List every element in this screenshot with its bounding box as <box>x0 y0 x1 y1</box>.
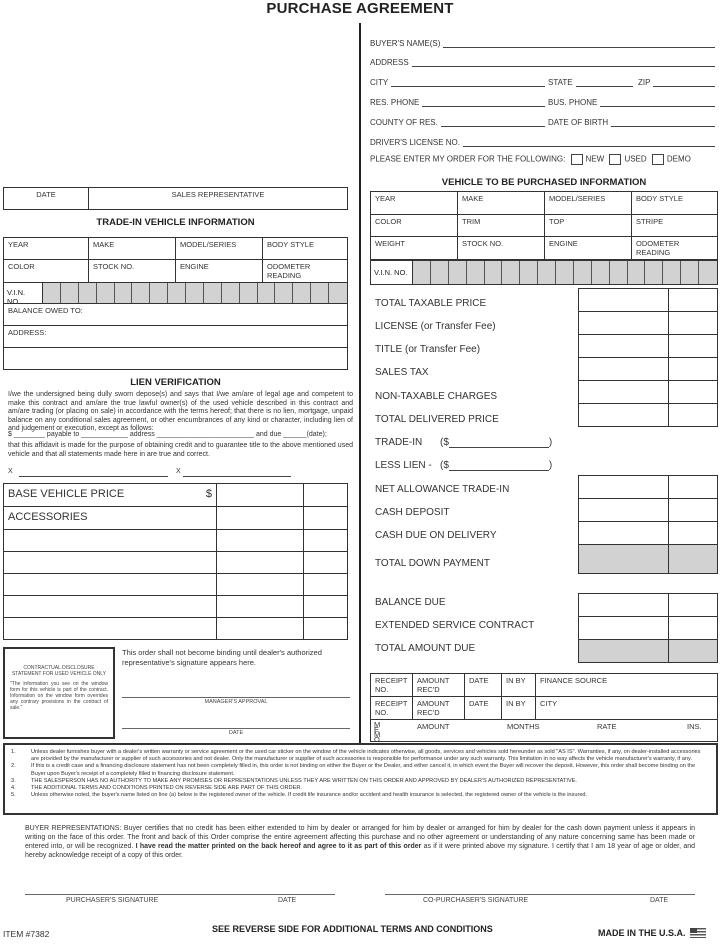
cents-cell[interactable] <box>304 530 348 552</box>
cents-cell[interactable] <box>669 522 718 545</box>
trade-model-cell[interactable]: MODEL/SERIES <box>176 238 263 260</box>
amount-cell[interactable] <box>217 507 304 530</box>
amount-cell[interactable] <box>579 335 669 358</box>
bus-phone-field[interactable]: BUS. PHONE <box>548 98 718 107</box>
cents-cell[interactable] <box>669 594 718 617</box>
term-item: 4. THE ADDITIONAL TERMS AND CONDITIONS PRINTED ON REVERSE SIDE ARE PART OF THIS ORDER. <box>11 785 302 792</box>
total-amount-due-label: TOTAL AMOUNT DUE <box>375 643 476 654</box>
cents-cell[interactable] <box>669 476 718 499</box>
trade-in-table <box>3 237 348 283</box>
lien-terms-line[interactable]: $ ________ payable to ____________ address _________________________ and due ______(date); <box>8 431 327 438</box>
trade-year-cell[interactable]: YEAR <box>4 238 89 260</box>
vehicle-color-cell[interactable]: COLOR <box>371 215 458 237</box>
co-purchaser-signature-label: CO-PURCHASER'S SIGNATURE <box>423 897 529 904</box>
cash-due-delivery-label: CASH DUE ON DELIVERY <box>375 530 497 541</box>
trade-in-field[interactable]: TRADE-IN ($ ) <box>375 437 553 448</box>
accessories-cell: ACCESSORIES <box>4 507 217 530</box>
us-flag-icon <box>690 928 706 938</box>
vehicle-year-cell[interactable]: YEAR <box>371 192 458 215</box>
buyer-address-field[interactable]: ADDRESS <box>370 58 718 67</box>
amount-cell[interactable] <box>217 484 304 507</box>
amount-cell[interactable] <box>579 476 669 499</box>
vehicle-trim-cell[interactable]: TRIM <box>458 215 545 237</box>
totals-group1-table <box>578 288 718 427</box>
vehicle-stripe-cell[interactable]: STRIPE <box>632 215 718 237</box>
amount-cell[interactable] <box>217 618 304 640</box>
approval-date-line[interactable] <box>122 728 350 729</box>
res-phone-field[interactable]: RES. PHONE <box>370 98 548 107</box>
cents-cell[interactable] <box>669 617 718 640</box>
vehicle-vin-boxes[interactable] <box>413 261 717 284</box>
balance-owed-cell[interactable]: BALANCE OWED TO: <box>4 304 348 326</box>
demo-checkbox[interactable] <box>652 154 664 165</box>
cents-cell[interactable] <box>669 381 718 404</box>
lien-heading: LIEN VERIFICATION <box>130 377 221 388</box>
page-title: PURCHASE AGREEMENT <box>266 0 454 17</box>
vehicle-engine-cell[interactable]: ENGINE <box>545 237 632 260</box>
purchaser-signature-label: PURCHASER'S SIGNATURE <box>66 897 159 904</box>
amount-cell[interactable] <box>579 358 669 381</box>
cents-cell[interactable] <box>304 618 348 640</box>
vehicle-weight-cell[interactable]: WEIGHT <box>371 237 458 260</box>
total-down-payment-label: TOTAL DOWN PAYMENT <box>375 558 491 569</box>
memo-row[interactable]: M E M O AMOUNT MONTHS RATE INS. <box>371 720 718 742</box>
trade-make-cell[interactable]: MAKE <box>89 238 176 260</box>
disclosure-box <box>3 647 115 739</box>
zip-field[interactable]: ZIP <box>638 78 718 87</box>
date-cell[interactable]: DATE <box>4 188 89 210</box>
term-item: 1. Unless dealer furnishes buyer with a dealer's written warranty or service agreement or the used car sticker on the window of the vehicle indicates otherwise, all goods, services and vehicles sold hereunder as sold "AS IS". Warranties, if any, on dealer-installed accessories are provided by the manufacturer or supplier of such accessories and not dealer. Only the manufacturer or supplier of such accessories is responsible for performance under any such warranty. This limitation in no way affects the vehicle manufacturer's warranty, if any. <box>11 749 701 763</box>
receipt-no-cell[interactable]: RECEIPT NO. <box>371 674 413 697</box>
cents-cell[interactable] <box>669 335 718 358</box>
accessory-line[interactable] <box>4 618 217 640</box>
vehicle-model-cell[interactable]: MODEL/SERIES <box>545 192 632 215</box>
cents-cell[interactable] <box>304 596 348 618</box>
amount-cell[interactable] <box>579 617 669 640</box>
cents-cell[interactable] <box>669 289 718 312</box>
made-in-usa: MADE IN THE U.S.A. <box>598 928 706 938</box>
vehicle-top-cell[interactable]: TOP <box>545 215 632 237</box>
city-field[interactable]: CITY <box>370 78 548 87</box>
trade-color-cell[interactable]: COLOR <box>4 260 89 283</box>
vehicle-odometer-cell[interactable]: ODOMETER READING <box>632 237 718 260</box>
receipt-no-cell[interactable]: RECEIPT NO. <box>371 697 413 720</box>
vehicle-vin-label: V.I.N. NO. <box>371 261 413 284</box>
amount-cell[interactable] <box>579 404 669 427</box>
used-checkbox[interactable] <box>609 154 621 165</box>
lien-signature-2[interactable]: X <box>176 468 291 477</box>
total-delivered-price-label: TOTAL DELIVERED PRICE <box>375 414 499 425</box>
accessory-line[interactable] <box>4 596 217 618</box>
item-number: ITEM #7382 <box>3 929 50 939</box>
dob-field[interactable]: DATE OF BIRTH <box>548 118 718 127</box>
accessory-line[interactable] <box>4 574 217 596</box>
lien-signature-1[interactable]: X <box>8 468 168 477</box>
lien-affidavit: that this affidavit is made for the purpose of obtaining credit and to guarantee title to the above mentioned used vehicle and that all statements made here in are true and correct. <box>8 442 353 458</box>
amount-recd-cell[interactable]: AMOUNT REC'D <box>413 674 465 697</box>
city-cell[interactable]: CITY <box>536 697 718 720</box>
net-allowance-label: NET ALLOWANCE TRADE-IN <box>375 484 510 495</box>
disclosure-heading: CONTRACTUAL DISCLOSURE STATEMENT FOR USED VEHICLE ONLY <box>11 665 107 677</box>
date-rep-table <box>3 187 348 210</box>
cents-cell[interactable] <box>669 312 718 335</box>
purchaser-date-label: DATE <box>278 897 297 904</box>
in-by-cell[interactable]: IN BY <box>502 674 536 697</box>
receipt-date-cell[interactable]: DATE <box>465 674 502 697</box>
trade-vin-row <box>3 282 348 304</box>
receipts-table <box>370 673 718 742</box>
totals-group3-table <box>578 593 718 663</box>
column-divider <box>359 23 361 743</box>
vehicle-section-heading: VEHICLE TO BE PURCHASED INFORMATION <box>441 177 647 188</box>
amount-cell[interactable] <box>579 594 669 617</box>
sales-rep-cell[interactable]: SALES REPRESENTATIVE <box>89 188 348 210</box>
co-purchaser-date-label: DATE <box>650 897 669 904</box>
lienholder-address-line2-cell[interactable] <box>4 348 348 370</box>
buyer-representations: BUYER REPRESENTATIONS: Buyer certifies that no credit has been either extended to him by dealer or arranged for him by dealer or arranged for him by dealer for the cash down payment unless it appears in writing on the face of this order. The front and back of this Order comprise the entire agreement affecting this purchase and no other agreement or understanding of any nature concerning same has been made or entered into, or will be recognized. I have read the matter printed on the back hereof and agree to it as part of this order as if it were printed above my signature. I certify that I am 18 year of age or older, and hereby acknowledge receipt of a copy of this order. <box>25 825 696 859</box>
base-price-cell: BASE VEHICLE PRICE $ <box>4 484 217 507</box>
reverse-side-note: SEE REVERSE SIDE FOR ADDITIONAL TERMS AND CONDITIONS <box>212 924 493 934</box>
license-fee-label: LICENSE (or Transfer Fee) <box>375 321 496 332</box>
amount-cell[interactable] <box>217 552 304 574</box>
title-fee-label: TITLE (or Transfer Fee) <box>375 344 481 355</box>
extended-service-label: EXTENDED SERVICE CONTRACT <box>375 620 535 631</box>
amount-cell[interactable] <box>579 312 669 335</box>
term-item: 5. Unless otherwise noted, the buyer's name listed on line (a) below is the registered owner of the vehicle. If credit life insurance and/or accident and health insurance is selected, the registered owner of the vehicle is the insured. <box>11 792 588 799</box>
trade-engine-cell[interactable]: ENGINE <box>176 260 263 283</box>
balance-owed-table <box>3 303 348 370</box>
trade-stock-cell[interactable]: STOCK NO. <box>89 260 176 283</box>
finance-source-cell[interactable]: FINANCE SOURCE <box>536 674 718 697</box>
terms-box <box>3 743 718 815</box>
purchaser-signature-line[interactable] <box>25 894 335 895</box>
trade-body-style-cell[interactable]: BODY STYLE <box>263 238 348 260</box>
vehicle-info-table <box>370 191 718 260</box>
cents-cell[interactable] <box>669 404 718 427</box>
less-lien-field[interactable]: LESS LIEN - ($ ) <box>375 460 553 471</box>
cents-cell[interactable] <box>669 640 718 663</box>
manager-approval-line[interactable] <box>122 697 350 698</box>
accessory-line[interactable] <box>4 530 217 552</box>
cents-cell[interactable] <box>304 552 348 574</box>
amount-cell[interactable] <box>579 289 669 312</box>
balance-due-label: BALANCE DUE <box>375 597 446 608</box>
amount-cell[interactable] <box>579 499 669 522</box>
new-checkbox[interactable] <box>571 154 583 165</box>
vehicle-stock-cell[interactable]: STOCK NO. <box>458 237 545 260</box>
vehicle-vin-row <box>370 260 718 285</box>
cents-cell[interactable] <box>669 358 718 381</box>
vehicle-make-cell[interactable]: MAKE <box>458 192 545 215</box>
amount-cell[interactable] <box>217 574 304 596</box>
state-field[interactable]: STATE <box>548 78 636 87</box>
sales-tax-label: SALES TAX <box>375 367 429 378</box>
in-by-cell[interactable]: IN BY <box>502 697 536 720</box>
receipt-date-cell[interactable]: DATE <box>465 697 502 720</box>
amount-cell[interactable] <box>579 545 669 574</box>
term-item: 3. THE SALESPERSON HAS NO AUTHORITY TO MAKE ANY PROMISES OR REPRESENTATIONS UNLESS THEY ARE WRITTEN ON THIS ORDER AND APPROVED BY DEALER'S AUTHORIZED REPRESENTATIVE. <box>11 777 577 784</box>
cents-cell[interactable] <box>304 484 348 507</box>
amount-recd-cell[interactable]: AMOUNT REC'D <box>413 697 465 720</box>
amount-cell[interactable] <box>217 530 304 552</box>
buyer-name-field[interactable]: BUYER'S NAME(S) <box>370 39 718 48</box>
lienholder-address-cell[interactable]: ADDRESS: <box>4 326 348 348</box>
trade-in-heading: TRADE-IN VEHICLE INFORMATION <box>96 217 255 228</box>
trade-vin-label: V.I.N. NO. <box>4 283 43 303</box>
accessory-line[interactable] <box>4 552 217 574</box>
lien-paragraph: I/we the undersigned being dully sworn depose(s) and says that I/we am/are of legal age and competent to make this contract and am/are the true lawful owner(s) of the used vehicle described in this contract and am/are trading (or placing on sale) in accordance with the terms hereof; that there is no lien, mortgage, unpaid balance on any conditional sales agreement, or other encumbrances of any kind or character, including lien of and judgement or execution, except as follows: <box>8 391 353 433</box>
approval-date-label: DATE <box>228 730 244 736</box>
price-table <box>3 483 348 640</box>
cents-cell[interactable] <box>304 507 348 530</box>
non-taxable-charges-label: NON-TAXABLE CHARGES <box>375 391 498 402</box>
amount-cell[interactable] <box>217 596 304 618</box>
manager-approval-label: MANAGER'S APPROVAL <box>204 699 268 705</box>
vehicle-body-style-cell[interactable]: BODY STYLE <box>632 192 718 215</box>
amount-cell[interactable] <box>579 381 669 404</box>
drivers-license-field[interactable]: DRIVER'S LICENSE NO. <box>370 138 718 147</box>
cents-cell[interactable] <box>669 545 718 574</box>
cash-deposit-label: CASH DEPOSIT <box>375 507 450 518</box>
amount-cell[interactable] <box>579 522 669 545</box>
amount-cell[interactable] <box>579 640 669 663</box>
total-taxable-price-label: TOTAL TAXABLE PRICE <box>375 298 487 309</box>
binding-note: This order shall not become binding until dealer's authorized representative's signature appears here. <box>122 648 322 667</box>
cents-cell[interactable] <box>304 574 348 596</box>
term-item: 2. If this is a credit case and a financing disclosure statement has not been completely filled in, this order is not binding on either the Buyer or the Dealer, and either cancel it, in which event the Buyer will recover the deposit. However, this order shall become binding on the Buyer upon Buyer's receipt of a completely filled in financing disclosure statement. <box>11 763 696 777</box>
disclosure-body: "The information you see on the window form for this vehicle is part of the contract. Information on the window form overrides any contrary provisions in the contract of sale." <box>10 681 108 711</box>
trade-odometer-cell[interactable]: ODOMETER READING <box>263 260 348 283</box>
co-purchaser-signature-line[interactable] <box>385 894 695 895</box>
order-type-row: PLEASE ENTER MY ORDER FOR THE FOLLOWING: NEW USED DEMO <box>370 154 691 164</box>
trade-vin-boxes[interactable] <box>43 283 347 303</box>
county-field[interactable]: COUNTY OF RES. <box>370 118 548 127</box>
totals-group2-table <box>578 475 718 574</box>
cents-cell[interactable] <box>669 499 718 522</box>
